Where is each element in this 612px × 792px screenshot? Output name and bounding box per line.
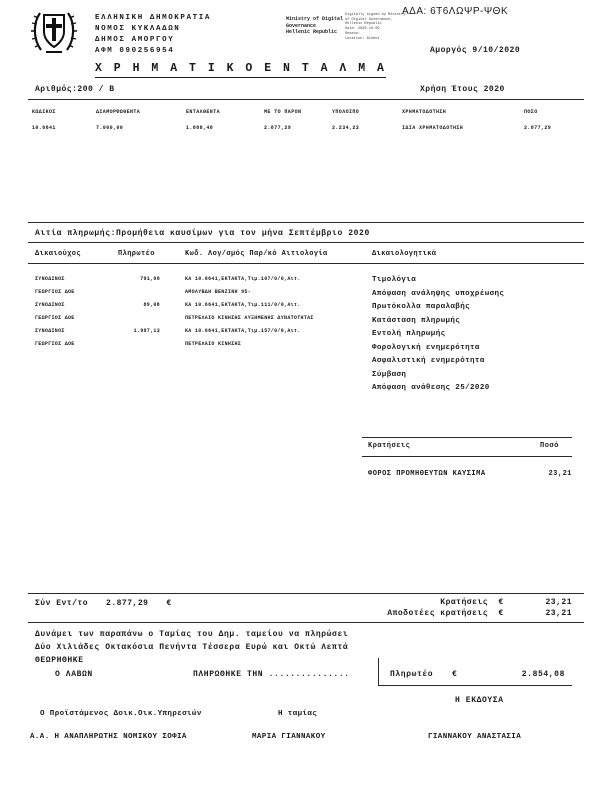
budget-value-amount: 2.877,29 — [524, 125, 552, 131]
issuer-line-prefecture: ΝΟΜΟΣ ΚΥΚΛΑΔΩΝ — [95, 25, 181, 33]
supporting-documents-list — [372, 274, 504, 396]
beneficiary-name: ΓΕΩΡΓΙΟΣ ΔΟΕ — [35, 289, 75, 295]
fiscal-year: Χρήση Έτους 2020 — [420, 85, 505, 94]
deductions-total-value: 23,21 — [545, 598, 572, 607]
budget-header-code: ΚΩΔΙΚΟΣ — [32, 109, 56, 115]
warrant-number: Αριθμός:200 / Β — [35, 85, 115, 94]
document-item: Σύμβαση — [372, 370, 407, 379]
entry-amount: 1.997,13 — [133, 328, 160, 334]
warrant-total-label: Σύν Εντ/το — [35, 599, 89, 608]
beneficiary-name: ΓΕΩΡΓΙΟΣ ΔΟΕ — [35, 315, 75, 321]
budget-value-formed: 7.000,00 — [96, 125, 124, 131]
entry-line — [35, 341, 365, 354]
deductions-total-row — [340, 598, 572, 607]
entry-line — [35, 276, 365, 289]
entry-line — [35, 315, 365, 328]
sig-line: Date: 2020.10.09 — [345, 27, 380, 32]
mid-signatory-role: Η ταμίας — [278, 710, 318, 718]
entry-line — [35, 328, 365, 341]
budget-value-balance: 2.234,23 — [332, 125, 360, 131]
budget-value-code: 10.6641 — [32, 125, 56, 131]
entry-line — [35, 289, 365, 302]
entry-line — [35, 302, 365, 315]
left-signatory-role: Ο Προϊστάμενος Δοικ.Οικ.Υπηρεσιών — [40, 710, 202, 718]
document-item: Ασφαλιστική ενημερότητα — [372, 357, 485, 365]
entry-amount: 791,08 — [140, 276, 160, 282]
payment-reason: Αιτία πληρωμής:Προμήθεια καυσίμων για τον μήνα Σεπτέμβριο 2020 — [35, 229, 370, 238]
receiver-label: Ο ΛΑΒΩΝ — [55, 670, 93, 679]
document-item: Πρωτόκολλα παραλαβής — [372, 303, 471, 311]
detail-header-code: Κωδ. Λογ/σμός Παρ/κό Αιτιολογία — [185, 250, 328, 258]
divider — [378, 658, 379, 685]
beneficiary-name: ΓΕΩΡΓΙΟΣ ΔΟΕ — [35, 341, 75, 347]
euro-sign: € — [498, 598, 504, 607]
detail-header-payable: Πληρωτέο — [118, 250, 155, 258]
budget-header-present: ΜΕ ΤΟ ΠΑΡΟΝ — [264, 109, 302, 115]
euro-sign: € — [498, 609, 504, 618]
payable-label: Πληρωτέο — [390, 670, 434, 679]
divider — [28, 593, 584, 594]
divider — [28, 263, 584, 264]
sig-line: Digitally signed by Ministry — [345, 13, 406, 17]
sig-line: Reason: — [345, 31, 361, 36]
divider — [28, 222, 584, 223]
beneficiary-name: ΣΥΝΟΔΙΝΟΣ — [35, 276, 65, 282]
issuer-line-vat: ΑΦΜ 090256954 — [95, 47, 175, 55]
budget-header-amount: ΠΟΣΟ — [524, 109, 538, 115]
payable-value: 2.854,08 — [521, 670, 565, 679]
budget-header-formed: ΔΙΑΜΟΡΦΩΘΕΝΤΑ — [96, 109, 141, 115]
entry-description: ΑΜΟΛΥΒΔΗ ΒΕΝΖΙΝΗ 95- — [185, 289, 252, 295]
sig-line: Hellenic Republic — [345, 22, 382, 27]
entry-description: ΠΕΤΡΕΛΑΙΟ ΚΙΝΗΣΗΣ ΑΥΞΗΜΕΝΗΣ ΔΥΝΑΤΟΤΗΤΑΣ — [185, 315, 314, 321]
paid-on-label: ΠΛΗΡΩΘΗΚΕ ΤΗΝ ............... — [193, 670, 350, 679]
budget-header-funding: ΧΡΗΜΑΤΟΔΟΤΗΣΗ — [402, 109, 447, 115]
document-item: Απόφαση ανάληψης υποχρέωσης — [372, 289, 505, 298]
digital-signature-text — [345, 13, 415, 41]
ministry-line-3: Hellenic Republic — [286, 29, 338, 35]
entry-code: ΚΑ 10.6641,ΕΚΤΑΚΤΑ,Τιμ.157/0/0,Αιτ. — [185, 328, 301, 334]
ministry-line-2: Governance — [286, 22, 317, 29]
issuer-line-country: ΕΛΛΗΝΙΚΗ ΔΗΜΟΚΡΑΤΙΑ — [95, 14, 211, 22]
budget-header-ordered: ΕΝΤΑΛΘΕΝΤΑ — [186, 109, 221, 115]
beneficiary-name: ΣΥΝΟΔΙΝΟΣ — [35, 328, 65, 334]
warrant-total-value: 2.877,29 — [106, 599, 149, 608]
entry-code: ΚΑ 10.6641,ΕΚΤΑΚΤΑ,Τιμ.107/0/0,Αιτ. — [185, 276, 301, 282]
greek-coat-of-arms-icon — [30, 8, 78, 56]
right-signatory-name: ΓΙΑΝΝΑΚΟΥ ΑΝΑΣΤΑΣΙΑ — [428, 733, 522, 741]
budget-header-balance: ΥΠΟΛΟΙΠΟ — [332, 109, 360, 115]
detail-header-beneficiary: Δικαιούχος — [35, 250, 82, 258]
entry-amount: 89,08 — [143, 302, 160, 308]
deductions-total-label: Κρατήσεις — [440, 598, 488, 607]
issuer-block — [95, 13, 211, 57]
issuer-line-municipality: ΔΗΜΟΣ ΑΜΟΡΓΟΥ — [95, 36, 175, 44]
document-item: Εντολή πληρωμής — [372, 330, 446, 338]
detail-header-documents: Δικαιολογητικά — [372, 250, 437, 258]
issuer-signature-heading: Η ΕΚΔΟΥΣΑ — [455, 696, 504, 705]
deduction-row-amount: 23,21 — [548, 470, 572, 478]
budget-value-ordered: 1.888,48 — [186, 125, 214, 131]
divider — [28, 622, 584, 623]
budget-value-present: 2.877,29 — [264, 125, 292, 131]
document-item: Φορολογική ενημερότητα — [372, 343, 480, 352]
budget-value-funding: ΙΔΙΑ ΧΡΗΜΑΤΟΔΟΤΗΣΗ — [402, 125, 464, 131]
deductions-header-amount: Ποσό — [540, 442, 559, 450]
euro-sign: € — [452, 670, 458, 679]
divider — [28, 242, 584, 243]
sig-line: of Digital Governance, — [345, 17, 393, 22]
payment-instruction: Δυνάμει των παραπάνω ο Ταμίας του Δημ. ταμείου να πληρώσει — [35, 630, 349, 639]
divider — [362, 456, 572, 457]
returnable-deductions-value: 23,21 — [545, 609, 572, 618]
divider — [378, 685, 572, 686]
sig-line: Location: Athens — [345, 36, 380, 41]
returnable-deductions-row — [340, 609, 572, 618]
beneficiary-entries — [35, 276, 365, 354]
ministry-stamp — [286, 16, 343, 36]
entry-description: ΠΕΤΡΕΛΑΙΟ ΚΙΝΗΣΗΣ — [185, 341, 242, 347]
document-item: Απόφαση ανάθεσης 25/2020 — [372, 384, 490, 392]
amount-in-words: Δύο Χιλιάδες Οκτακόσια Πενήντα Τέσσερα Ευρώ και Οκτώ Λεπτά — [35, 643, 349, 652]
ada-code: ΑΔΑ: 6Τ6ΛΩΨΡ-ΨΘΚ — [402, 6, 509, 17]
returnable-deductions-label: Αποδοτέες κρατήσεις — [387, 609, 488, 618]
approved-label: ΘΕΩΡΗΘΗΚΕ — [35, 656, 84, 665]
ministry-line-1: Ministry of Digital — [286, 16, 344, 22]
document-item: Τιμολόγια — [372, 276, 417, 284]
warrant-total — [35, 599, 172, 608]
deduction-row-label: ΦΟΡΟΣ ΠΡΟΜΗΘΕΥΤΩΝ ΚΑΥΣΙΜΑ — [368, 470, 486, 478]
mid-signatory-name: ΜΑΡΙΑ ΓΙΑΝΝΑΚΟΥ — [252, 733, 326, 741]
budget-table-values — [32, 125, 580, 131]
entry-code: ΚΑ 10.6641,ΕΚΤΑΚΤΑ,Τιμ.111/0/0,Αιτ. — [185, 302, 301, 308]
budget-table-header — [32, 109, 580, 115]
deductions-header-label: Κρατήσεις — [368, 442, 411, 450]
place-date: Αμοργός 9/10/2020 — [430, 46, 521, 55]
divider — [28, 99, 584, 100]
document-item: Κατάσταση πληρωμής — [372, 316, 461, 325]
document-title: Χ Ρ Η Μ Α Τ Ι Κ Ο Ε Ν Τ Α Λ Μ Α — [95, 62, 386, 78]
beneficiary-name: ΣΥΝΟΔΙΝΟΣ — [35, 302, 65, 308]
left-signatory-name: Α.Α. Η ΑΝΑΠΛΗΡΩΤΗΣ ΝΟΜΙΚΟΥ ΣΟΦΙΑ — [30, 733, 187, 741]
euro-sign: € — [166, 599, 172, 608]
divider — [362, 437, 572, 438]
